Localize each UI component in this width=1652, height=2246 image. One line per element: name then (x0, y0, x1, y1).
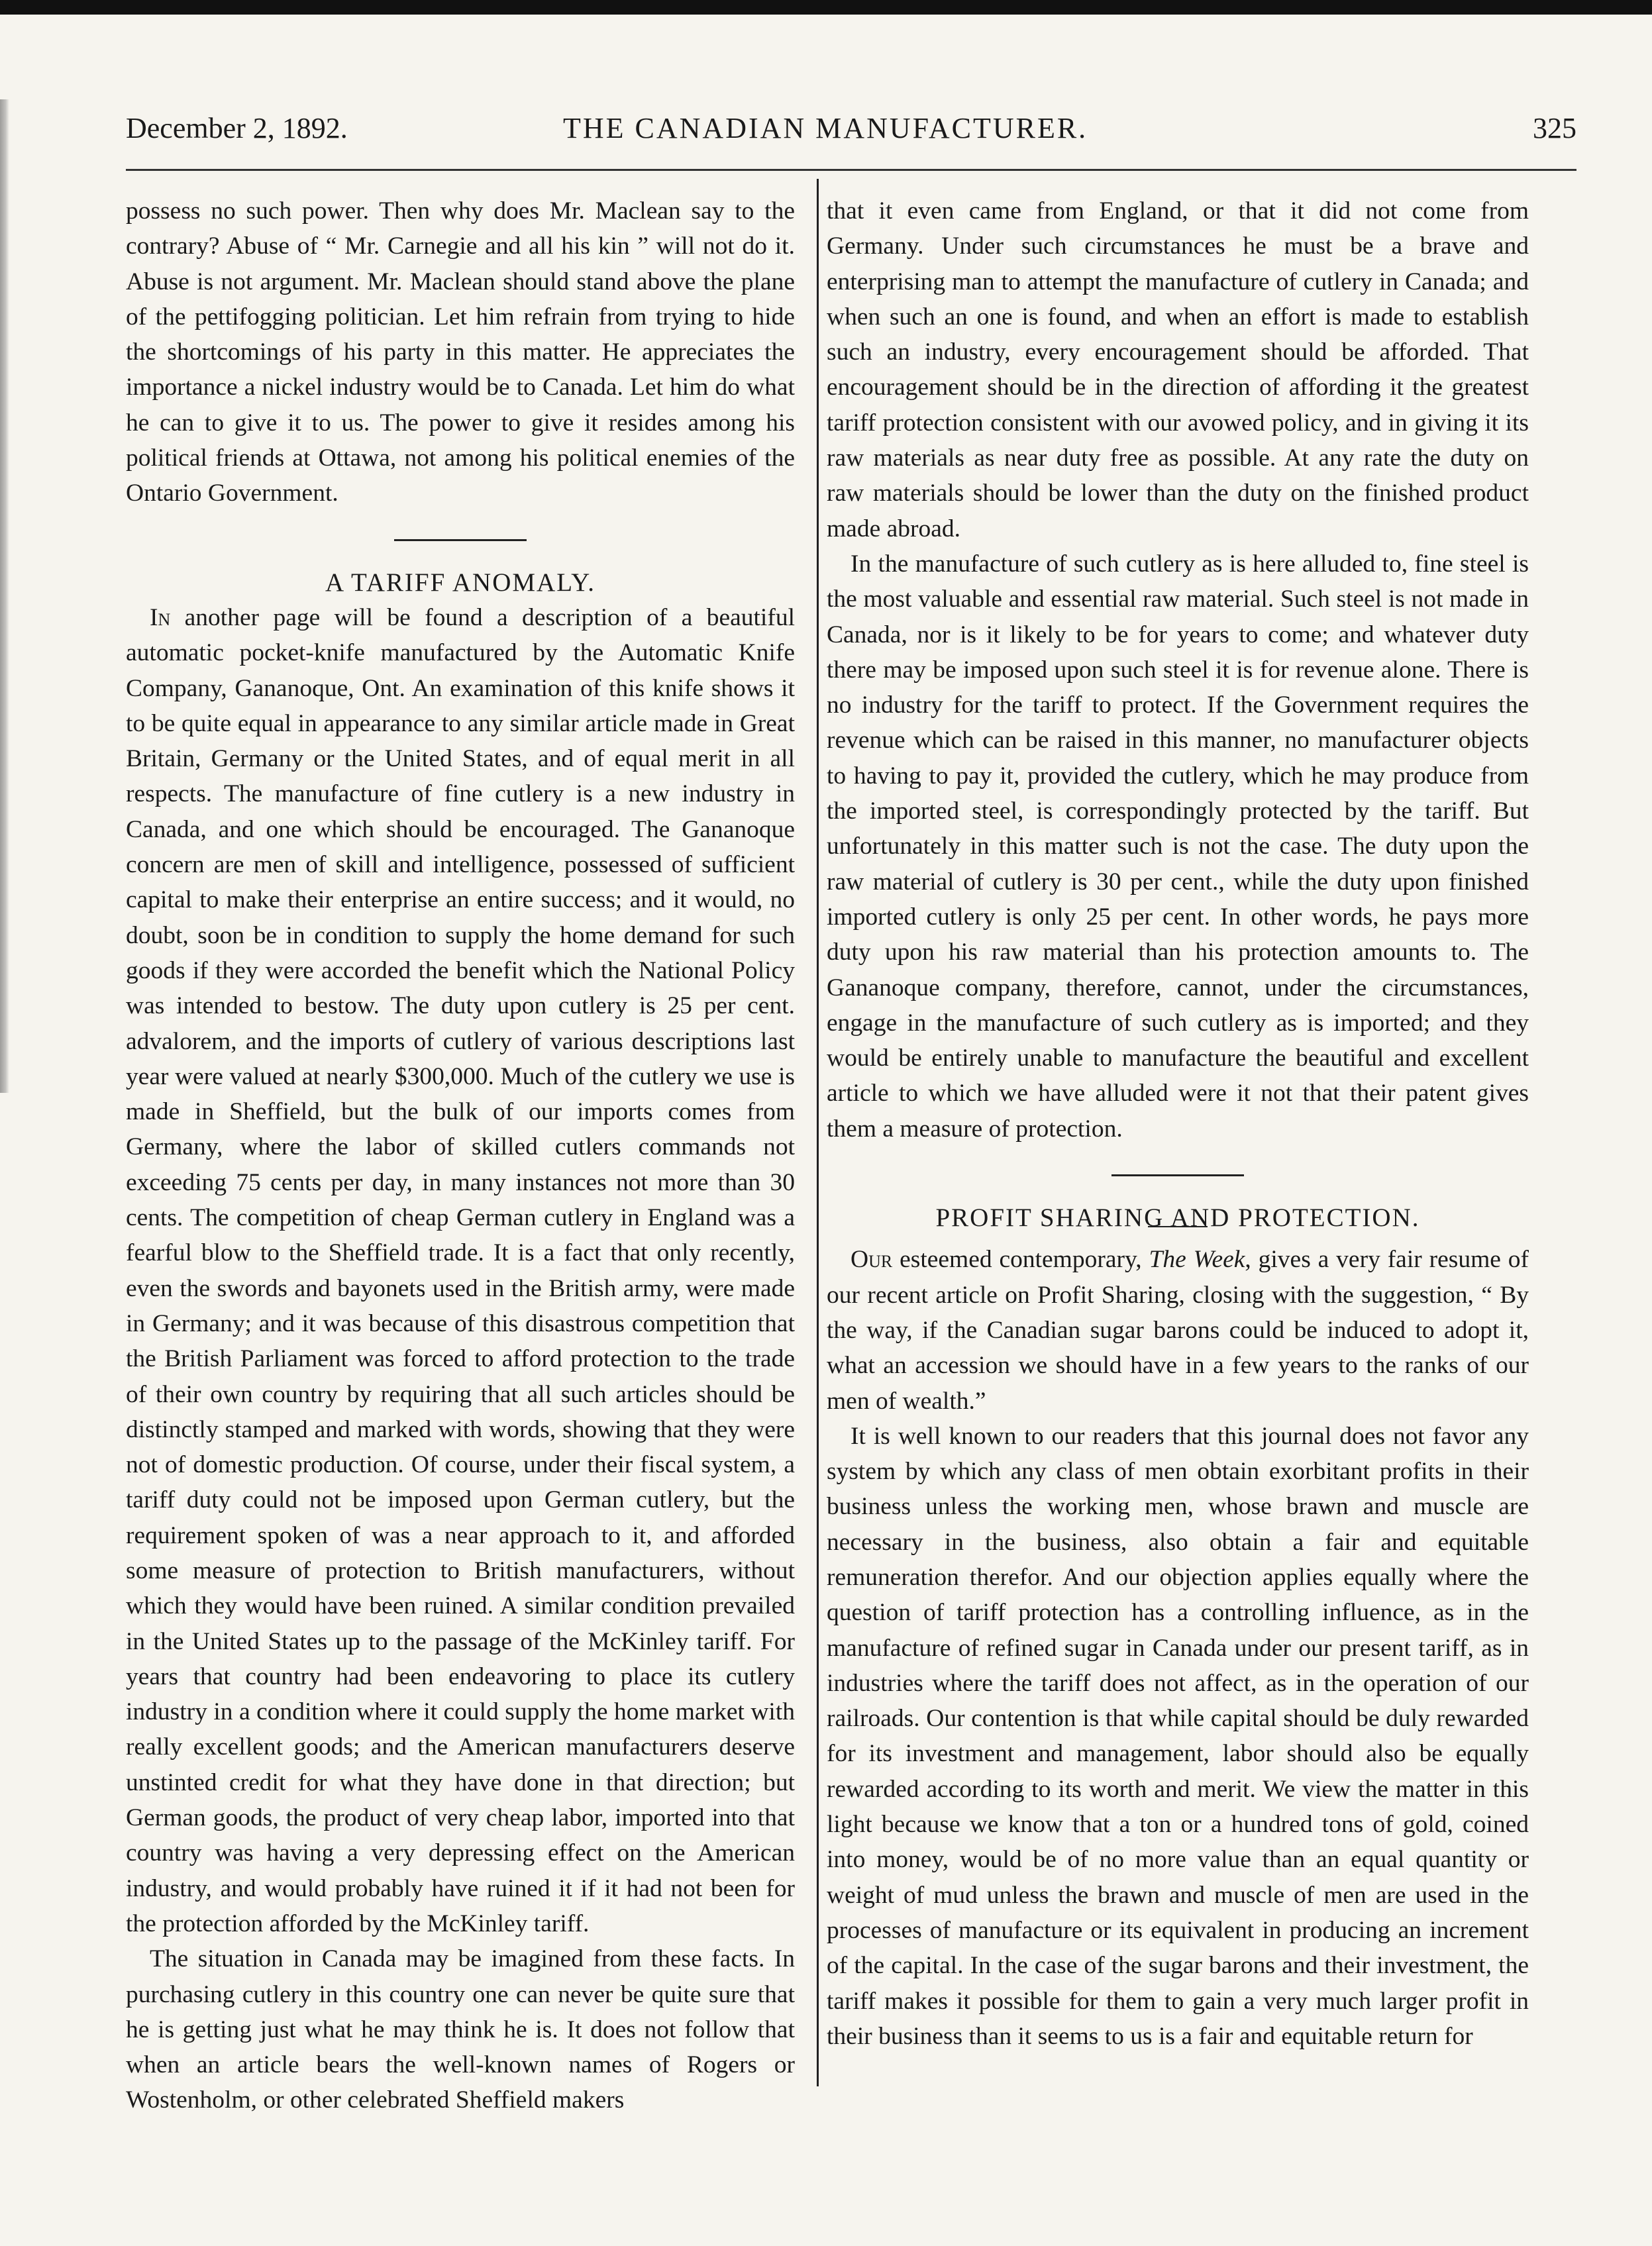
page-header (126, 111, 1576, 158)
continued-paragraph: that it even came from England, or that it did not come from Germany. Under such circumstances he must be a brave and enterprising man to attempt the manufacture of cutlery in Canada; and when such an one is found, and when an effort is made to establish such an industry, every encouragement should be afforded. That encouragement should be in the direction of affording it the greatest tariff protection consistent with our avowed policy, and in giving it its raw materials as near duty free as possible. At any rate the duty on raw materials should be lower than the duty on the finished product made abroad. (827, 197, 1529, 542)
lead-word: Our (851, 1246, 893, 1274)
left-column (126, 193, 795, 2118)
publication-title: THE CANADIAN MANUFACTURER. (563, 112, 1088, 144)
paragraph-text: esteemed contemporary, (892, 1246, 1149, 1274)
issue-date: December 2, 1892. (126, 112, 348, 144)
article-paragraph (827, 1242, 1529, 1418)
lead-word: In (150, 603, 171, 631)
section-divider (1111, 1174, 1244, 1176)
page-number: 325 (1533, 112, 1576, 144)
column-divider (817, 179, 819, 2086)
header-rule (126, 169, 1576, 171)
article-paragraph: It is well known to our readers that this journal does not favor any system by which any class of men obtain exorbitant profits in their business unless the working men, whose brawn and muscle are necessary in the business, also obtain a fair and equitable remuneration therefor. And our objection applies equally where the question of tariff protection has a controlling influence, as in the manufacture of refined sugar in Canada under our present tariff, as in industries where the tariff does not affect, as in the operation of our railroads. Our contention is that while capital should be duly rewarded for its investment and management, labor should also be equally rewarded according to its worth and merit. We view the matter in this light because we know that a ton or a hundred tons of gold, coined into money, would be of no more value than an equal quantity or weight of mud unless the brawn and muscle of men are used in the processes of manufacture or its equivalent in producing an increment of the capital. In the case of the sugar barons and their investment, the tariff makes it possible for them to gain a very much larger profit in their business than it seems to us is a fair and equitable return for (827, 1422, 1529, 2050)
section-divider (394, 539, 527, 541)
article-heading: PROFIT SHARING AND PROTECTION. (935, 1203, 1420, 1233)
article-paragraph (126, 600, 795, 1941)
article-paragraph: The situation in Canada may be imagined from these facts. In purchasing cutlery in this country one can never be quite sure that he is getting just what he may think he is. It does not follow that when an article bears the well-known names of Rogers or Wostenholm, or other celebrated Sheffield makers (126, 1945, 795, 2114)
article-heading: A TARIFF ANOMALY. (325, 568, 596, 597)
article-paragraph: In the manufacture of such cutlery as is here alluded to, fine steel is the most valuable and essential raw material. Such steel is not made in Canada, nor is it likely to be for years to come; and whatever duty there may be imposed upon such steel it is for revenue alone. There is no industry for the tariff to protect. If the Government requires the revenue which can be raised in this manner, no manufacturer objects to having to pay it, provided the cutlery, which he may produce from the imported steel, is correspondingly protected by the tariff. But unfortunately in this matter such is not the case. The duty upon the raw material of cutlery is 30 per cent., while the duty upon finished imported cutlery is only 25 per cent. In other words, he pays more duty upon his raw material than his protection amounts to. The Gananoque company, therefore, cannot, under the circumstances, engage in the manufacture of such cutlery as is imported; and they would be entirely unable to manufacture the beautiful and excellent article to which we have alluded were it not that their patent gives them a measure of protection. (827, 550, 1529, 1143)
right-column (827, 193, 1529, 2054)
continued-paragraph: possess no such power. Then why does Mr. Maclean say to the contrary? Abuse of “ Mr. Carnegie and all his kin ” will not do it. Abuse is not argument. Mr. Maclean should stand above the plane of the pettifogging politician. Let him refrain from trying to hide the shortcomings of his party in this matter. He appreciates the importance a nickel industry would be to Canada. Let him do what he can to give it to us. The power to give it resides among his political friends at Ottawa, not among his political enemies of the Ontario Government. (126, 197, 795, 507)
paragraph-text: , gives a very fair resume of our recent article on Profit Sharing, closing with the suggestion, “ By the way, if the Canadian sugar barons could be induced to adopt it, what an accession we should have in a few years to the ranks of our men of wealth.” (827, 1246, 1529, 1415)
scan-top-border (0, 0, 1652, 15)
publication-name: The Week (1149, 1246, 1245, 1274)
paragraph-text: another page will be found a description of a beautiful automatic pocket-knife manufactured by the Automatic Knife Company, Gananoque, Ont. An examination of this knife shows it to be quite equal in appearance to any similar article made in Great Britain, Germany or the United States, and of equal merit in all respects. The manufacture of fine cutlery is a new industry in Canada, and one which should be encouraged. The Gananoque concern are men of skill and intelligence, possessed of sufficient capital to make their enterprise an entire success; and it would, no doubt, soon be in condition to supply the home demand for such goods if they were accorded the benefit which the National Policy was intended to bestow. The duty upon cutlery is 25 per cent. advalorem, and the imports of cutlery of various descriptions last year were valued at nearly $300,000. Much of the cutlery we use is made in Sheffield, but the bulk of our imports comes from Germany, where the labor of skilled cutlers commands not exceeding 75 cents per day, in many instances not more than 30 cents. The competition of cheap German cutlery in England was a fearful blow to the Sheffield trade. It is a fact that only recently, even the swords and bayonets used in the British army, were made in Germany; and it was because of this disastrous competition that the British Parliament was forced to afford protection to the trade of their own country by requiring that all such articles should be distinctly stamped and marked with words, showing that they were not of domestic production. Of course, under their fiscal system, a tariff duty could not be imposed upon German cutlery, but the requirement spoken of was a near approach to it, and afforded some measure of protection to British manufacturers, without which they would have been ruined. A similar condition prevailed in the United States up to the passage of the McKinley tariff. For years that country had been endeavoring to place its cutlery industry in a condition where it could supply the home market with really excellent goods; and the American manufacturers deserve unstinted credit for what they have done in that direction; but German goods, the product of very cheap labor, imported into that country was having a very depressing effect on the American industry, and would probably have ruined it if it had not been for the protection afforded by the McKinley tariff. (126, 603, 795, 1937)
scan-left-edge (0, 99, 9, 1093)
